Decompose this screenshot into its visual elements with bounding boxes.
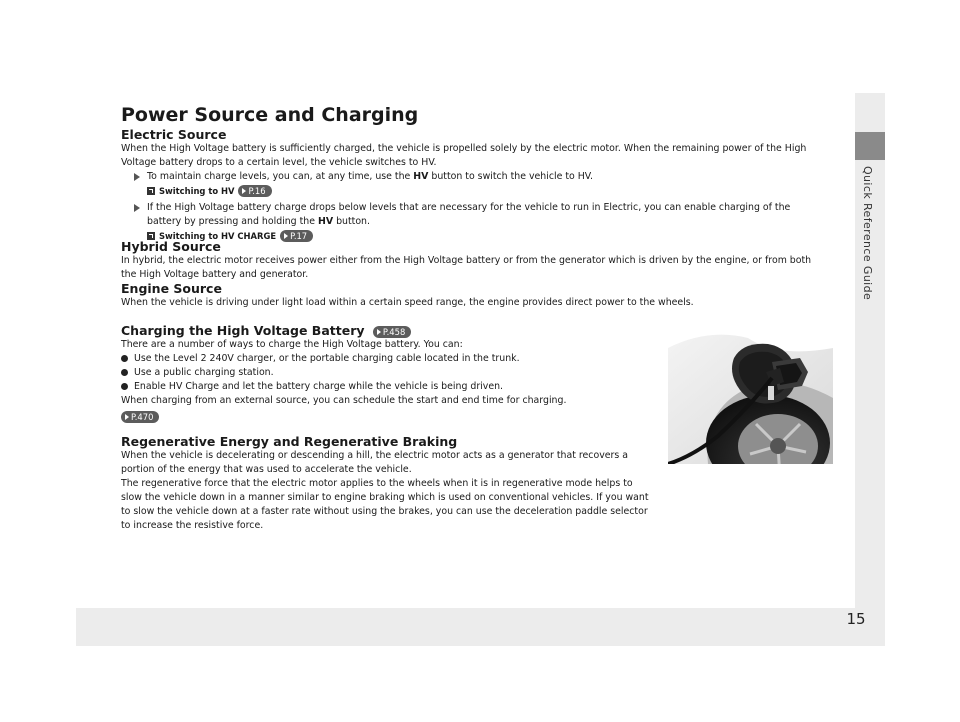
charging-bullet-text: Use a public charging station. — [134, 367, 274, 378]
electric-note-1 — [121, 170, 826, 184]
engine-source-heading: Engine Source — [121, 281, 222, 296]
hybrid-source-text: In hybrid, the electric motor receives power either from the High Voltage battery or from the generator which is driven by the engine, or from both the High Voltage battery and generator. — [121, 255, 812, 280]
hv-button-label: HV — [413, 171, 429, 182]
page-ref-link[interactable] — [121, 411, 159, 423]
charging-bullet-text: Use the Level 2 240V charger, or the portable charging cable located in the trunk. — [134, 353, 520, 364]
charging-port-photo — [668, 328, 833, 464]
arrow-bullet-icon — [134, 204, 140, 212]
charging-port-illustration — [668, 328, 833, 464]
engine-source-text: When the vehicle is driving under light load within a certain speed range, the engine provides direct power to the wheels. — [121, 297, 694, 308]
arrow-bullet-icon — [134, 173, 140, 181]
bullet-dot-icon — [121, 383, 128, 390]
page-ref-arrow-icon — [242, 188, 246, 194]
hybrid-source-heading: Hybrid Source — [121, 239, 221, 254]
page-ref-link[interactable] — [373, 326, 411, 338]
regen-paragraph-2: The regenerative force that the electric motor applies to the wheels when it is in regenerative mode helps to slow the vehicle down in a manner similar to engine braking which is used on conventional vehicles. If you want to slow the vehicle down at a faster rate without using the brakes, you can use the deceleration paddle selector to increase the resistive force. — [121, 478, 649, 531]
electric-source-section — [121, 128, 826, 243]
page-ref-arrow-icon — [284, 233, 288, 239]
bullet-dot-icon — [121, 369, 128, 376]
switching-to-hv-charge-label: Switching to HV CHARGE — [159, 231, 277, 241]
side-tab-marker[interactable] — [855, 132, 885, 160]
side-tab-label[interactable]: Quick Reference Guide — [861, 166, 874, 301]
page-number: 15 — [846, 610, 866, 628]
page-title: Power Source and Charging — [121, 104, 419, 126]
page-ref-number: P.470 — [131, 412, 154, 422]
electric-note-1-post: button to switch the vehicle to HV. — [428, 171, 593, 182]
electric-note-2 — [121, 201, 826, 229]
electric-note-2-post: button. — [333, 216, 370, 227]
bullet-dot-icon — [121, 355, 128, 362]
charging-heading-text: Charging the High Voltage Battery — [121, 323, 365, 338]
reference-arrow-icon — [147, 187, 155, 195]
page-ref-number: P.16 — [248, 186, 266, 196]
electric-note-1-pre: To maintain charge levels, you can, at any time, use the — [147, 171, 414, 182]
electric-note-2-pre: If the High Voltage battery charge drops below levels that are necessary for the vehicle to run in Electric, you can enable charging of the battery by pressing and holding the — [147, 202, 791, 227]
electric-source-text: When the High Voltage battery is sufficiently charged, the vehicle is propelled solely by the electric motor. When the remaining power of the High Voltage battery drops to a certain level, the vehicle switches to HV. — [121, 143, 807, 168]
page-ref-arrow-icon — [377, 329, 381, 335]
regen-heading: Regenerative Energy and Regenerative Braking — [121, 434, 458, 449]
hv-button-label: HV — [317, 216, 334, 227]
electric-source-heading: Electric Source — [121, 127, 227, 142]
page-ref-number: P.458 — [382, 327, 406, 337]
switching-to-hv-reference[interactable] — [121, 184, 826, 198]
regen-paragraph-1: When the vehicle is decelerating or descending a hill, the electric motor acts as a generator that recovers a portion of the energy that was used to accelerate the vehicle. — [121, 450, 628, 475]
charging-bullet-text: Enable HV Charge and let the battery charge while the vehicle is being driven. — [134, 381, 504, 392]
hybrid-source-section — [121, 240, 826, 282]
charging-intro: There are a number of ways to charge the High Voltage battery. You can: — [121, 339, 463, 350]
page-ref-arrow-icon — [125, 414, 129, 420]
charging-schedule-text: When charging from an external source, you can schedule the start and end time for charging. — [121, 395, 567, 406]
switching-to-hv-label: Switching to HV — [159, 186, 235, 196]
page-ref-link[interactable] — [238, 185, 271, 197]
footer-bar — [76, 608, 855, 646]
page-ref-number: P.17 — [290, 231, 308, 241]
engine-source-section — [121, 282, 826, 310]
